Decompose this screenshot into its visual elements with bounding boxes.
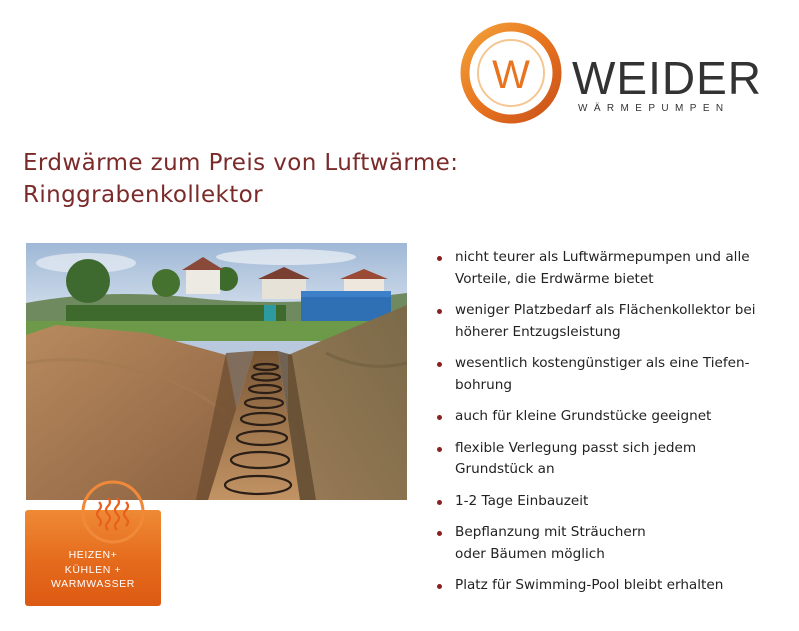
logo-name: WEIDER [572, 52, 762, 104]
badge-text [25, 548, 161, 592]
list-item-line: 1-2 Tage Einbauzeit [455, 492, 589, 509]
list-item [434, 300, 784, 343]
list-item-line: flexible Verlegung passt sich jedem [455, 439, 697, 456]
weider-logo [459, 21, 779, 125]
bullet-dot-icon [437, 256, 442, 261]
list-item [434, 522, 784, 565]
list-item-line: Platz für Swimming-Pool bleibt erhalten [455, 577, 724, 593]
title-line-2: Ringgrabenkollektor [23, 182, 263, 208]
page-title [23, 147, 723, 211]
list-item-line: auch für kleine Grundstücke geeignet [455, 408, 712, 424]
list-item-line: Vorteile, die Erdwärme bietet [455, 270, 654, 287]
heating-cooling-badge [25, 510, 161, 606]
benefits-list [434, 247, 784, 607]
list-item-line: weniger Platzbedarf als Flächenkollektor bei [455, 302, 756, 318]
badge-line-2: KÜHLEN + [64, 563, 122, 576]
logo-mark-letter: W [492, 53, 530, 97]
list-item-line: höherer Entzugsleistung [455, 323, 621, 340]
list-item [434, 491, 784, 513]
trench-photo-illustration [26, 243, 407, 500]
list-item-line: nicht teurer als Luftwärmepumpen und alle [455, 249, 750, 265]
list-item [434, 438, 784, 481]
bullet-dot-icon [437, 362, 442, 367]
list-item [434, 353, 784, 396]
title-line-1: Erdwärme zum Preis von Luftwärme: [23, 150, 459, 176]
list-item-line: bohrung [455, 376, 513, 393]
bullet-dot-icon [437, 447, 442, 452]
bullet-dot-icon [437, 415, 442, 420]
list-item-line: Grundstück an [455, 461, 555, 477]
badge-line-1: HEIZEN+ [68, 549, 118, 561]
logo-tagline: WÄRMEPUMPEN [578, 103, 730, 114]
bullet-dot-icon [437, 309, 442, 314]
list-item [434, 247, 784, 290]
bullet-dot-icon [437, 531, 442, 536]
list-item [434, 575, 784, 597]
list-item [434, 406, 784, 428]
bullet-dot-icon [437, 584, 442, 589]
list-item-line: Bepflanzung mit Sträuchern [455, 524, 646, 540]
heat-waves-icon [77, 476, 149, 548]
badge-line-3: WARMWASSER [51, 578, 135, 590]
list-item-line: wesentlich kostengünstiger als eine Tiefen- [455, 355, 750, 371]
list-item-line: oder Bäumen möglich [455, 545, 605, 562]
bullet-dot-icon [437, 500, 442, 505]
weider-logo-mark-icon [459, 21, 563, 125]
trench-photo [26, 243, 407, 500]
